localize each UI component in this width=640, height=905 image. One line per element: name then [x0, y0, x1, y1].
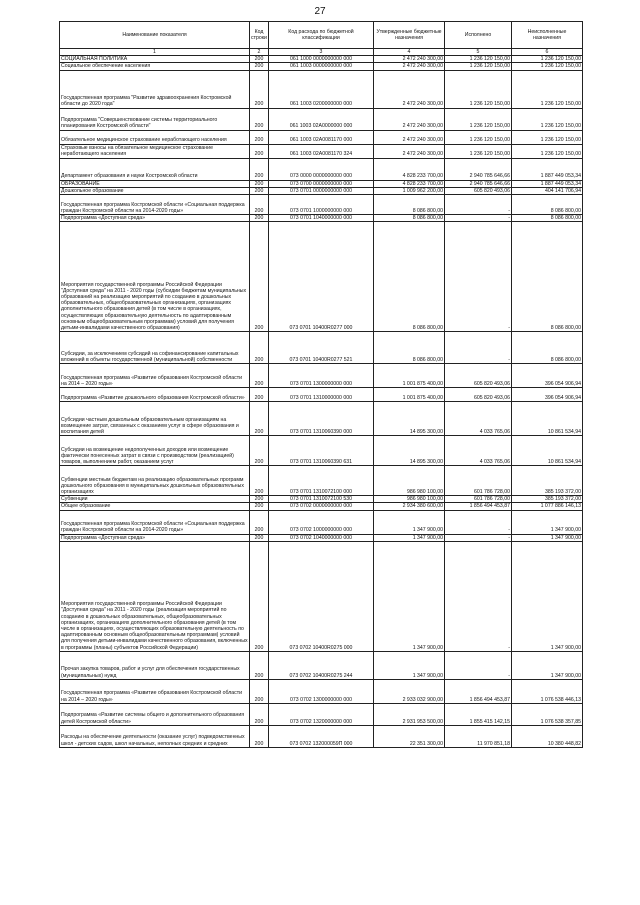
- row-approved: 1 347 900,00: [374, 541, 445, 651]
- row-name: Страховые взносы на обязательное медицинское страхование неработающего населения: [60, 144, 250, 158]
- row-executed: -: [445, 651, 512, 679]
- row-unexecuted: 1 236 120 150,00: [512, 130, 583, 144]
- row-line-code: 200: [250, 63, 269, 70]
- row-name: Прочая закупка товаров, работ и услуг для обеспечения государственных (муниципальных) нужд: [60, 651, 250, 679]
- row-line-code: 200: [250, 534, 269, 541]
- row-approved: 2 931 953 500,00: [374, 703, 445, 725]
- row-name: Государственная программа Костромской области «Социальная поддержка граждан Костромской области на 2014-2020 годы»: [60, 510, 250, 534]
- row-approved: 2 472 240 300,00: [374, 63, 445, 70]
- row-executed: 4 033 765,06: [445, 402, 512, 436]
- row-classification: 073 0702 1320000000 000: [269, 703, 374, 725]
- row-line-code: 200: [250, 541, 269, 651]
- row-line-code: 200: [250, 496, 269, 503]
- row-classification: 061 1003 02А0000000 000: [269, 108, 374, 130]
- row-executed: 1 856 494 453,87: [445, 503, 512, 510]
- row-line-code: 200: [250, 70, 269, 108]
- header-classification: Код расхода по бюджетной классификации: [269, 22, 374, 49]
- row-classification: 073 0701 1310072100 530: [269, 496, 374, 503]
- header-name: Наименование показателя: [60, 22, 250, 49]
- row-line-code: 200: [250, 130, 269, 144]
- table-row: [60, 510, 583, 534]
- row-unexecuted: 10 380 448,82: [512, 725, 583, 747]
- row-unexecuted: 404 141 706,94: [512, 187, 583, 194]
- row-name: Государственная программа Костромской области «Социальная поддержка граждан Костромской области на 2014-2020 годы»: [60, 195, 250, 215]
- row-unexecuted: 10 861 534,94: [512, 436, 583, 466]
- row-executed: -: [445, 195, 512, 215]
- row-name: Мероприятия государственной программы Российской Федерации "Доступная среда" на 2011 - 2020 годы (реализация мероприятий по созданию в дошкольных образовательных, общеобразовательных организациях, организациях дополнительного образования детей (в том числе в организациях, осуществляющих образовательную деятельность по адаптированным основным общеобразовательным программам) условий для получения детьми-инвалидами качественного образования, включенных в программы (планы) субъектов Российской Федерации): [60, 541, 250, 651]
- table-row: [60, 195, 583, 215]
- row-approved: 1 347 900,00: [374, 651, 445, 679]
- row-approved: 14 895 300,00: [374, 436, 445, 466]
- row-executed: 601 786 728,00: [445, 496, 512, 503]
- table-row: [60, 725, 583, 747]
- row-unexecuted: 1 347 900,00: [512, 534, 583, 541]
- row-unexecuted: 8 086 800,00: [512, 195, 583, 215]
- row-unexecuted: 10 861 534,94: [512, 402, 583, 436]
- row-unexecuted: 396 054 906,94: [512, 364, 583, 388]
- row-approved: 1 001 875 400,00: [374, 388, 445, 402]
- table-body: [60, 56, 583, 748]
- row-line-code: 200: [250, 158, 269, 180]
- row-classification: 073 0702 0000000000 000: [269, 503, 374, 510]
- table-row: [60, 436, 583, 466]
- row-classification: 073 0701 1000000000 000: [269, 195, 374, 215]
- table-header-row: [60, 22, 583, 49]
- row-unexecuted: 1 076 538 357,85: [512, 703, 583, 725]
- row-line-code: 200: [250, 651, 269, 679]
- row-classification: 073 0702 1040000000 000: [269, 534, 374, 541]
- row-approved: 14 895 300,00: [374, 402, 445, 436]
- table-row: [60, 63, 583, 70]
- row-line-code: 200: [250, 466, 269, 496]
- row-classification: 073 0701 1040000000 000: [269, 215, 374, 222]
- row-executed: 11 970 851,18: [445, 725, 512, 747]
- row-name: Субвенции: [60, 496, 250, 503]
- row-line-code: 200: [250, 388, 269, 402]
- table-row: [60, 332, 583, 364]
- row-classification: 061 1003 0200000000 000: [269, 70, 374, 108]
- row-classification: 073 0701 0000000000 000: [269, 187, 374, 194]
- row-line-code: 200: [250, 222, 269, 332]
- row-line-code: 200: [250, 436, 269, 466]
- row-name: Подпрограмма «Развитие системы общего и дополнительного образования детей Костромской области»: [60, 703, 250, 725]
- header-code-line: Код строки: [250, 22, 269, 49]
- row-classification: 073 0701 1310060390 000: [269, 402, 374, 436]
- row-approved: 8 086 800,00: [374, 222, 445, 332]
- column-index: 1: [60, 49, 250, 56]
- row-executed: 601 786 728,00: [445, 466, 512, 496]
- row-classification: 073 0702 1000000000 000: [269, 510, 374, 534]
- column-index: 3: [269, 49, 374, 56]
- row-unexecuted: 1 076 538 446,13: [512, 679, 583, 703]
- row-name: Субвенции местным бюджетам на реализацию образовательных программ дошкольного образования в муниципальных дошкольных образовательных организациях: [60, 466, 250, 496]
- table-row: [60, 388, 583, 402]
- row-classification: 073 0700 0000000000 000: [269, 180, 374, 187]
- row-executed: 605 820 493,06: [445, 364, 512, 388]
- table-row: [60, 503, 583, 510]
- row-line-code: 200: [250, 56, 269, 63]
- row-name: Общее образование: [60, 503, 250, 510]
- row-approved: 8 086 800,00: [374, 215, 445, 222]
- row-unexecuted: 1 347 900,00: [512, 541, 583, 651]
- row-name: Мероприятия государственной программы Российской Федерации "Доступная среда" на 2011 - 2020 годы (субсидии бюджетам муниципальных образований на реализацию мероприятий по созданию в дошкольных образовательных, общеобразовательных организациях, организациях дополнительного образования детей (в том числе в организациях, осуществляющих образовательную деятельность по адаптированным основным общеобразовательным программам) условий для получения детьми-инвалидами качественного образования): [60, 222, 250, 332]
- table-row: [60, 158, 583, 180]
- row-unexecuted: 1 236 120 150,00: [512, 56, 583, 63]
- table-row: [60, 534, 583, 541]
- row-unexecuted: 1 887 449 053,34: [512, 180, 583, 187]
- row-name: Государственная программа "Развитие здравоохранения Костромской области до 2020 года": [60, 70, 250, 108]
- table-row: [60, 402, 583, 436]
- row-approved: 2 472 240 300,00: [374, 56, 445, 63]
- row-line-code: 200: [250, 703, 269, 725]
- row-name: Дошкольное образование: [60, 187, 250, 194]
- row-name: Подпрограмма «Развитие дошкольного образования Костромской области»: [60, 388, 250, 402]
- row-name: ОБРАЗОВАНИЕ: [60, 180, 250, 187]
- table-row: [60, 144, 583, 158]
- row-approved: 4 828 233 700,00: [374, 180, 445, 187]
- column-index: 4: [374, 49, 445, 56]
- row-approved: 22 351 300,00: [374, 725, 445, 747]
- row-name: Обязательное медицинское страхование неработающего населения: [60, 130, 250, 144]
- row-unexecuted: 1 236 120 150,00: [512, 63, 583, 70]
- row-unexecuted: 8 086 800,00: [512, 332, 583, 364]
- row-executed: 2 940 785 646,66: [445, 180, 512, 187]
- table-row: [60, 496, 583, 503]
- row-line-code: 200: [250, 195, 269, 215]
- row-line-code: 200: [250, 187, 269, 194]
- header-executed: Исполнено: [445, 22, 512, 49]
- row-line-code: 200: [250, 108, 269, 130]
- row-unexecuted: 1 236 120 150,00: [512, 144, 583, 158]
- row-executed: 1 236 120 150,00: [445, 56, 512, 63]
- row-line-code: 200: [250, 215, 269, 222]
- row-executed: 4 033 765,06: [445, 436, 512, 466]
- row-approved: 986 980 100,00: [374, 496, 445, 503]
- row-line-code: 200: [250, 503, 269, 510]
- row-unexecuted: 1 887 449 053,34: [512, 158, 583, 180]
- row-executed: -: [445, 215, 512, 222]
- row-unexecuted: 1 236 120 150,00: [512, 70, 583, 108]
- row-name: Департамент образования и науки Костромской области: [60, 158, 250, 180]
- row-unexecuted: 8 086 800,00: [512, 215, 583, 222]
- column-index: 5: [445, 49, 512, 56]
- row-classification: 061 1003 0000000000 000: [269, 63, 374, 70]
- row-executed: 1 236 120 150,00: [445, 63, 512, 70]
- row-name: Расходы на обеспечение деятельности (оказание услуг) подведомственных школ - детских садов, школ начальных, неполных средних и средних: [60, 725, 250, 747]
- table-row: [60, 70, 583, 108]
- table-row: [60, 187, 583, 194]
- row-name: Субсидии на возмещение недополученных доходов или возмещение фактически понесенных затрат в связи с производством (реализацией) товаров, выполнением работ, оказанием услуг: [60, 436, 250, 466]
- header-unexecuted: Неисполненные назначения: [512, 22, 583, 49]
- row-name: Государственная программа «Развитие образования Костромской области на 2014 – 2020 годы»: [60, 679, 250, 703]
- row-approved: 2 472 240 300,00: [374, 70, 445, 108]
- row-executed: 605 820 493,06: [445, 388, 512, 402]
- row-classification: 061 1000 0000000000 000: [269, 56, 374, 63]
- table-row: [60, 215, 583, 222]
- table-row: [60, 541, 583, 651]
- column-index: 6: [512, 49, 583, 56]
- row-classification: 061 1003 02А0081170 000: [269, 130, 374, 144]
- row-classification: 073 0702 1300000000 000: [269, 679, 374, 703]
- row-name: Подпрограмма «Доступная среда»: [60, 534, 250, 541]
- header-approved: Утвержденные бюджетные назначения: [374, 22, 445, 49]
- row-unexecuted: 385 193 372,00: [512, 466, 583, 496]
- row-executed: -: [445, 332, 512, 364]
- row-line-code: 200: [250, 725, 269, 747]
- row-executed: -: [445, 222, 512, 332]
- row-approved: 986 980 100,00: [374, 466, 445, 496]
- row-executed: 1 236 120 150,00: [445, 108, 512, 130]
- row-unexecuted: 396 054 906,94: [512, 388, 583, 402]
- table-row: [60, 130, 583, 144]
- row-executed: 1 236 120 150,00: [445, 144, 512, 158]
- table-row: [60, 180, 583, 187]
- row-line-code: 200: [250, 679, 269, 703]
- row-classification: 073 0701 1300000000 000: [269, 364, 374, 388]
- row-approved: 2 934 380 600,00: [374, 503, 445, 510]
- row-executed: 2 940 785 646,66: [445, 158, 512, 180]
- row-unexecuted: 385 193 372,00: [512, 496, 583, 503]
- row-approved: 8 086 800,00: [374, 195, 445, 215]
- row-line-code: 200: [250, 364, 269, 388]
- row-approved: 2 472 240 300,00: [374, 108, 445, 130]
- row-approved: 4 828 233 700,00: [374, 158, 445, 180]
- row-name: Субсидии, за исключением субсидий на софинансирование капитальных вложений в объекты государственной (муниципальной) собственности: [60, 332, 250, 364]
- row-line-code: 200: [250, 510, 269, 534]
- row-unexecuted: 8 086 800,00: [512, 222, 583, 332]
- row-line-code: 200: [250, 332, 269, 364]
- row-unexecuted: 1 236 120 150,00: [512, 108, 583, 130]
- row-approved: 1 009 962 200,00: [374, 187, 445, 194]
- row-approved: 1 347 900,00: [374, 510, 445, 534]
- column-index: 2: [250, 49, 269, 56]
- row-classification: 073 0702 10400R0275 000: [269, 541, 374, 651]
- table-row: [60, 364, 583, 388]
- row-unexecuted: 1 077 886 146,13: [512, 503, 583, 510]
- row-name: Подпрограмма «Доступная среда»: [60, 215, 250, 222]
- row-executed: 1 236 120 150,00: [445, 130, 512, 144]
- page-number: 27: [314, 6, 326, 17]
- row-line-code: 200: [250, 180, 269, 187]
- table-row: [60, 651, 583, 679]
- row-name: Государственная программа «Развитие образования Костромской области на 2014 – 2020 годы»: [60, 364, 250, 388]
- row-executed: 1 856 494 453,87: [445, 679, 512, 703]
- row-name: Социальное обеспечение населения: [60, 63, 250, 70]
- row-executed: -: [445, 534, 512, 541]
- row-executed: 1 236 120 150,00: [445, 70, 512, 108]
- table-row: [60, 703, 583, 725]
- row-unexecuted: 1 347 900,00: [512, 651, 583, 679]
- row-executed: 605 820 493,06: [445, 187, 512, 194]
- column-index-row: [60, 49, 583, 56]
- row-unexecuted: 1 347 900,00: [512, 510, 583, 534]
- table-row: [60, 108, 583, 130]
- table-row: [60, 466, 583, 496]
- row-line-code: 200: [250, 402, 269, 436]
- row-classification: 073 0701 1310000000 000: [269, 388, 374, 402]
- row-classification: 073 0701 1310072100 000: [269, 466, 374, 496]
- row-classification: 073 0702 10400R0275 244: [269, 651, 374, 679]
- row-classification: 073 0702 132000059П 000: [269, 725, 374, 747]
- row-line-code: 200: [250, 144, 269, 158]
- row-name: Субсидии частным дошкольным образовательным организациям на возмещение затрат, связанных с оказанием услуг в сфере образования и воспитания детей: [60, 402, 250, 436]
- row-name: СОЦИАЛЬНАЯ ПОЛИТИКА: [60, 56, 250, 63]
- row-approved: 2 472 240 300,00: [374, 130, 445, 144]
- row-classification: 073 0701 1310060390 631: [269, 436, 374, 466]
- table-row: [60, 222, 583, 332]
- row-classification: 073 0000 0000000000 000: [269, 158, 374, 180]
- row-approved: 2 472 240 300,00: [374, 144, 445, 158]
- row-approved: 1 001 875 400,00: [374, 364, 445, 388]
- table-row: [60, 679, 583, 703]
- row-classification: 073 0701 10400R0277 000: [269, 222, 374, 332]
- budget-execution-table: [59, 21, 583, 748]
- row-classification: 073 0701 10400R0277 521: [269, 332, 374, 364]
- row-name: Подпрограмма "Совершенствование системы территориального планирования Костромской области": [60, 108, 250, 130]
- table-row: [60, 56, 583, 63]
- row-approved: 1 347 900,00: [374, 534, 445, 541]
- row-approved: 2 933 032 900,00: [374, 679, 445, 703]
- row-executed: 1 855 415 142,15: [445, 703, 512, 725]
- row-executed: -: [445, 510, 512, 534]
- row-approved: 8 086 800,00: [374, 332, 445, 364]
- row-classification: 061 1003 02А0081170 324: [269, 144, 374, 158]
- row-executed: -: [445, 541, 512, 651]
